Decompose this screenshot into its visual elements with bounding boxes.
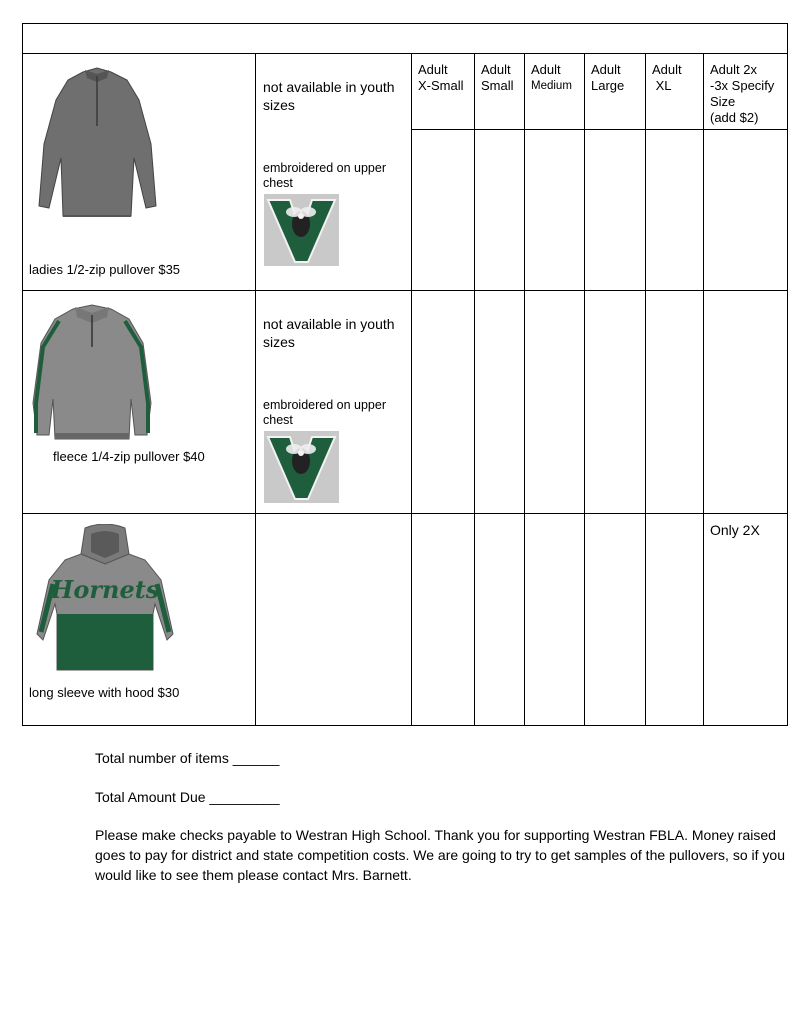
payment-message: Please make checks payable to Westran High School. Thank you for supporting Westran FBLA. Money raised goes to pay for district and state competition costs. We are going to try to get samples of the pullovers, so if you would like to see them please contact Mrs. Barnett. — [95, 827, 785, 883]
only-2x-note: Only 2X — [710, 522, 760, 538]
size-label: Small — [481, 78, 514, 93]
table-title-cell — [23, 24, 788, 54]
size-label: Adult — [591, 62, 621, 77]
product-cell-fleece-pullover — [23, 291, 256, 514]
qty-cell-2x-3x[interactable] — [704, 291, 788, 514]
westran-hornet-logo-icon — [264, 431, 339, 503]
product-caption: long sleeve with hood $30 — [29, 685, 180, 700]
qty-cell-l[interactable] — [585, 130, 646, 291]
qty-cell-m[interactable] — [525, 514, 585, 726]
size-header-s — [475, 54, 525, 130]
qty-cell-l[interactable] — [585, 291, 646, 514]
size-header-l — [585, 54, 646, 130]
embroidery-note: embroidered on upper chest — [263, 398, 386, 427]
product-caption: ladies 1/2-zip pullover $35 — [29, 262, 181, 277]
size-label: -3x Specify — [710, 78, 775, 93]
size-label: XL — [652, 78, 672, 93]
product-row-1-head — [23, 54, 788, 130]
qty-cell-xs[interactable] — [412, 514, 475, 726]
size-label: Size — [710, 94, 736, 109]
product-cell-hoodie — [23, 514, 256, 726]
size-header-2x-3x — [704, 54, 788, 130]
qty-cell-m[interactable] — [525, 291, 585, 514]
product-row-3 — [23, 514, 788, 726]
product-description-cell — [256, 514, 412, 726]
size-label: Adult — [652, 62, 682, 77]
size-header-xs — [412, 54, 475, 130]
size-label: Adult — [481, 62, 511, 77]
product-cell-ladies-pullover — [23, 54, 256, 291]
total-items-line: Total number of items ______ — [95, 750, 280, 766]
size-header-xl — [646, 54, 704, 130]
qty-cell-xl[interactable] — [646, 130, 704, 291]
embroidery-note: embroidered on upper chest — [263, 161, 386, 190]
table-header-blank-row — [23, 24, 788, 54]
westran-hornet-logo-icon — [264, 194, 339, 266]
qty-cell-s[interactable] — [475, 130, 525, 291]
order-table — [22, 23, 788, 726]
hoodie-hornets-text: Hornets — [50, 575, 160, 604]
qty-cell-2x-only[interactable] — [704, 514, 788, 726]
qty-cell-s[interactable] — [475, 514, 525, 726]
size-label: Adult — [418, 62, 448, 77]
size-label: Large — [591, 78, 625, 93]
size-label: Medium — [531, 80, 572, 92]
qty-cell-l[interactable] — [585, 514, 646, 726]
size-label: Adult — [531, 62, 561, 77]
size-label: (add $2) — [710, 110, 759, 125]
qty-cell-xl[interactable] — [646, 291, 704, 514]
fleece-pullover-image — [31, 303, 153, 443]
product-description-cell — [256, 54, 412, 291]
size-label: X-Small — [418, 78, 464, 93]
qty-cell-m[interactable] — [525, 130, 585, 291]
qty-cell-2x-3x[interactable] — [704, 130, 788, 291]
availability-note: not available in youth sizes — [263, 79, 395, 113]
size-label: Adult 2x — [710, 62, 757, 77]
qty-cell-xl[interactable] — [646, 514, 704, 726]
hoodie-image — [35, 524, 175, 676]
product-row-2 — [23, 291, 788, 514]
product-description-cell — [256, 291, 412, 514]
qty-cell-s[interactable] — [475, 291, 525, 514]
qty-cell-xs[interactable] — [412, 291, 475, 514]
total-due-line: Total Amount Due _________ — [95, 789, 280, 805]
size-header-m — [525, 54, 585, 130]
product-caption: fleece 1/4-zip pullover $40 — [53, 449, 205, 464]
availability-note: not available in youth sizes — [263, 316, 395, 350]
ladies-pullover-image — [35, 66, 160, 221]
qty-cell-xs[interactable] — [412, 130, 475, 291]
